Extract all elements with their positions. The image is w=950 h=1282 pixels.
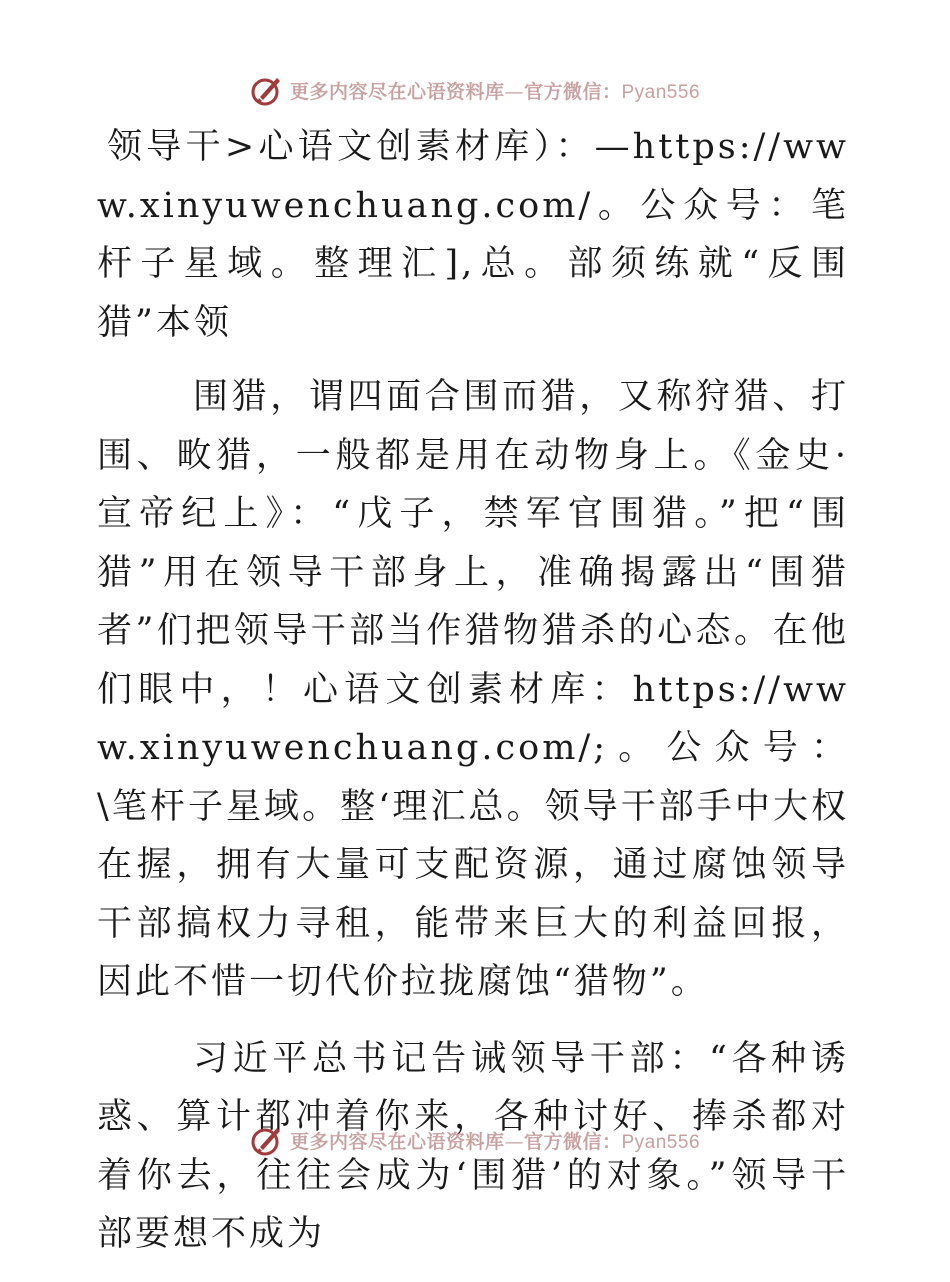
paragraph-2: 围猎，谓四面合围而猎，又称狩猎、打围、畋猎，一般都是用在动物身上。《金史·宣帝纪上》：“戊子，禁军官围猎。”把“围猎”用在领导干部身上，准确揭露出“围猎者”们把领导干部当作猎物猎杀的心态。在他们眼中，！心语文创素材库：https://www.xinyuwenchuang.com/;。公众号：\笔杆子星域。整‘理汇总。领导干部手中大权在握，拥有大量可支配资源，通过腐蚀领导干部搞权力寻租，能带来巨大的利益回报，因此不惜一切代价拉拢腐蚀“猎物”。 bbox=[97, 377, 849, 1002]
header-wechat-account: Pyan556 bbox=[621, 81, 701, 103]
paragraph-1: 领导干>心语文创素材库）：—https://www.xinyuwenchuang.com/。公众号：笔杆子星域。整理汇],总。部须练就“反围猎”本领 bbox=[97, 127, 849, 343]
header-banner-text: 更多内容尽在心语资料库—官方微信：Pyan556 bbox=[289, 80, 701, 103]
quill-logo-icon bbox=[250, 73, 284, 107]
header-banner bbox=[0, 70, 950, 110]
footer-wechat-account: Pyan556 bbox=[621, 1131, 701, 1153]
quill-logo-icon bbox=[250, 1123, 284, 1157]
document-body bbox=[97, 118, 849, 1282]
footer-banner bbox=[0, 1120, 950, 1160]
paragraph-3: 习近平总书记告诫领导干部：“各种诱惑、算计都冲着你来，各种讨好、捧杀都对着你去，往往会成为‘围猎’的对象。”领导干部要想不成为 bbox=[97, 1038, 849, 1254]
footer-banner-text: 更多内容尽在心语资料库—官方微信：Pyan556 bbox=[289, 1130, 701, 1153]
